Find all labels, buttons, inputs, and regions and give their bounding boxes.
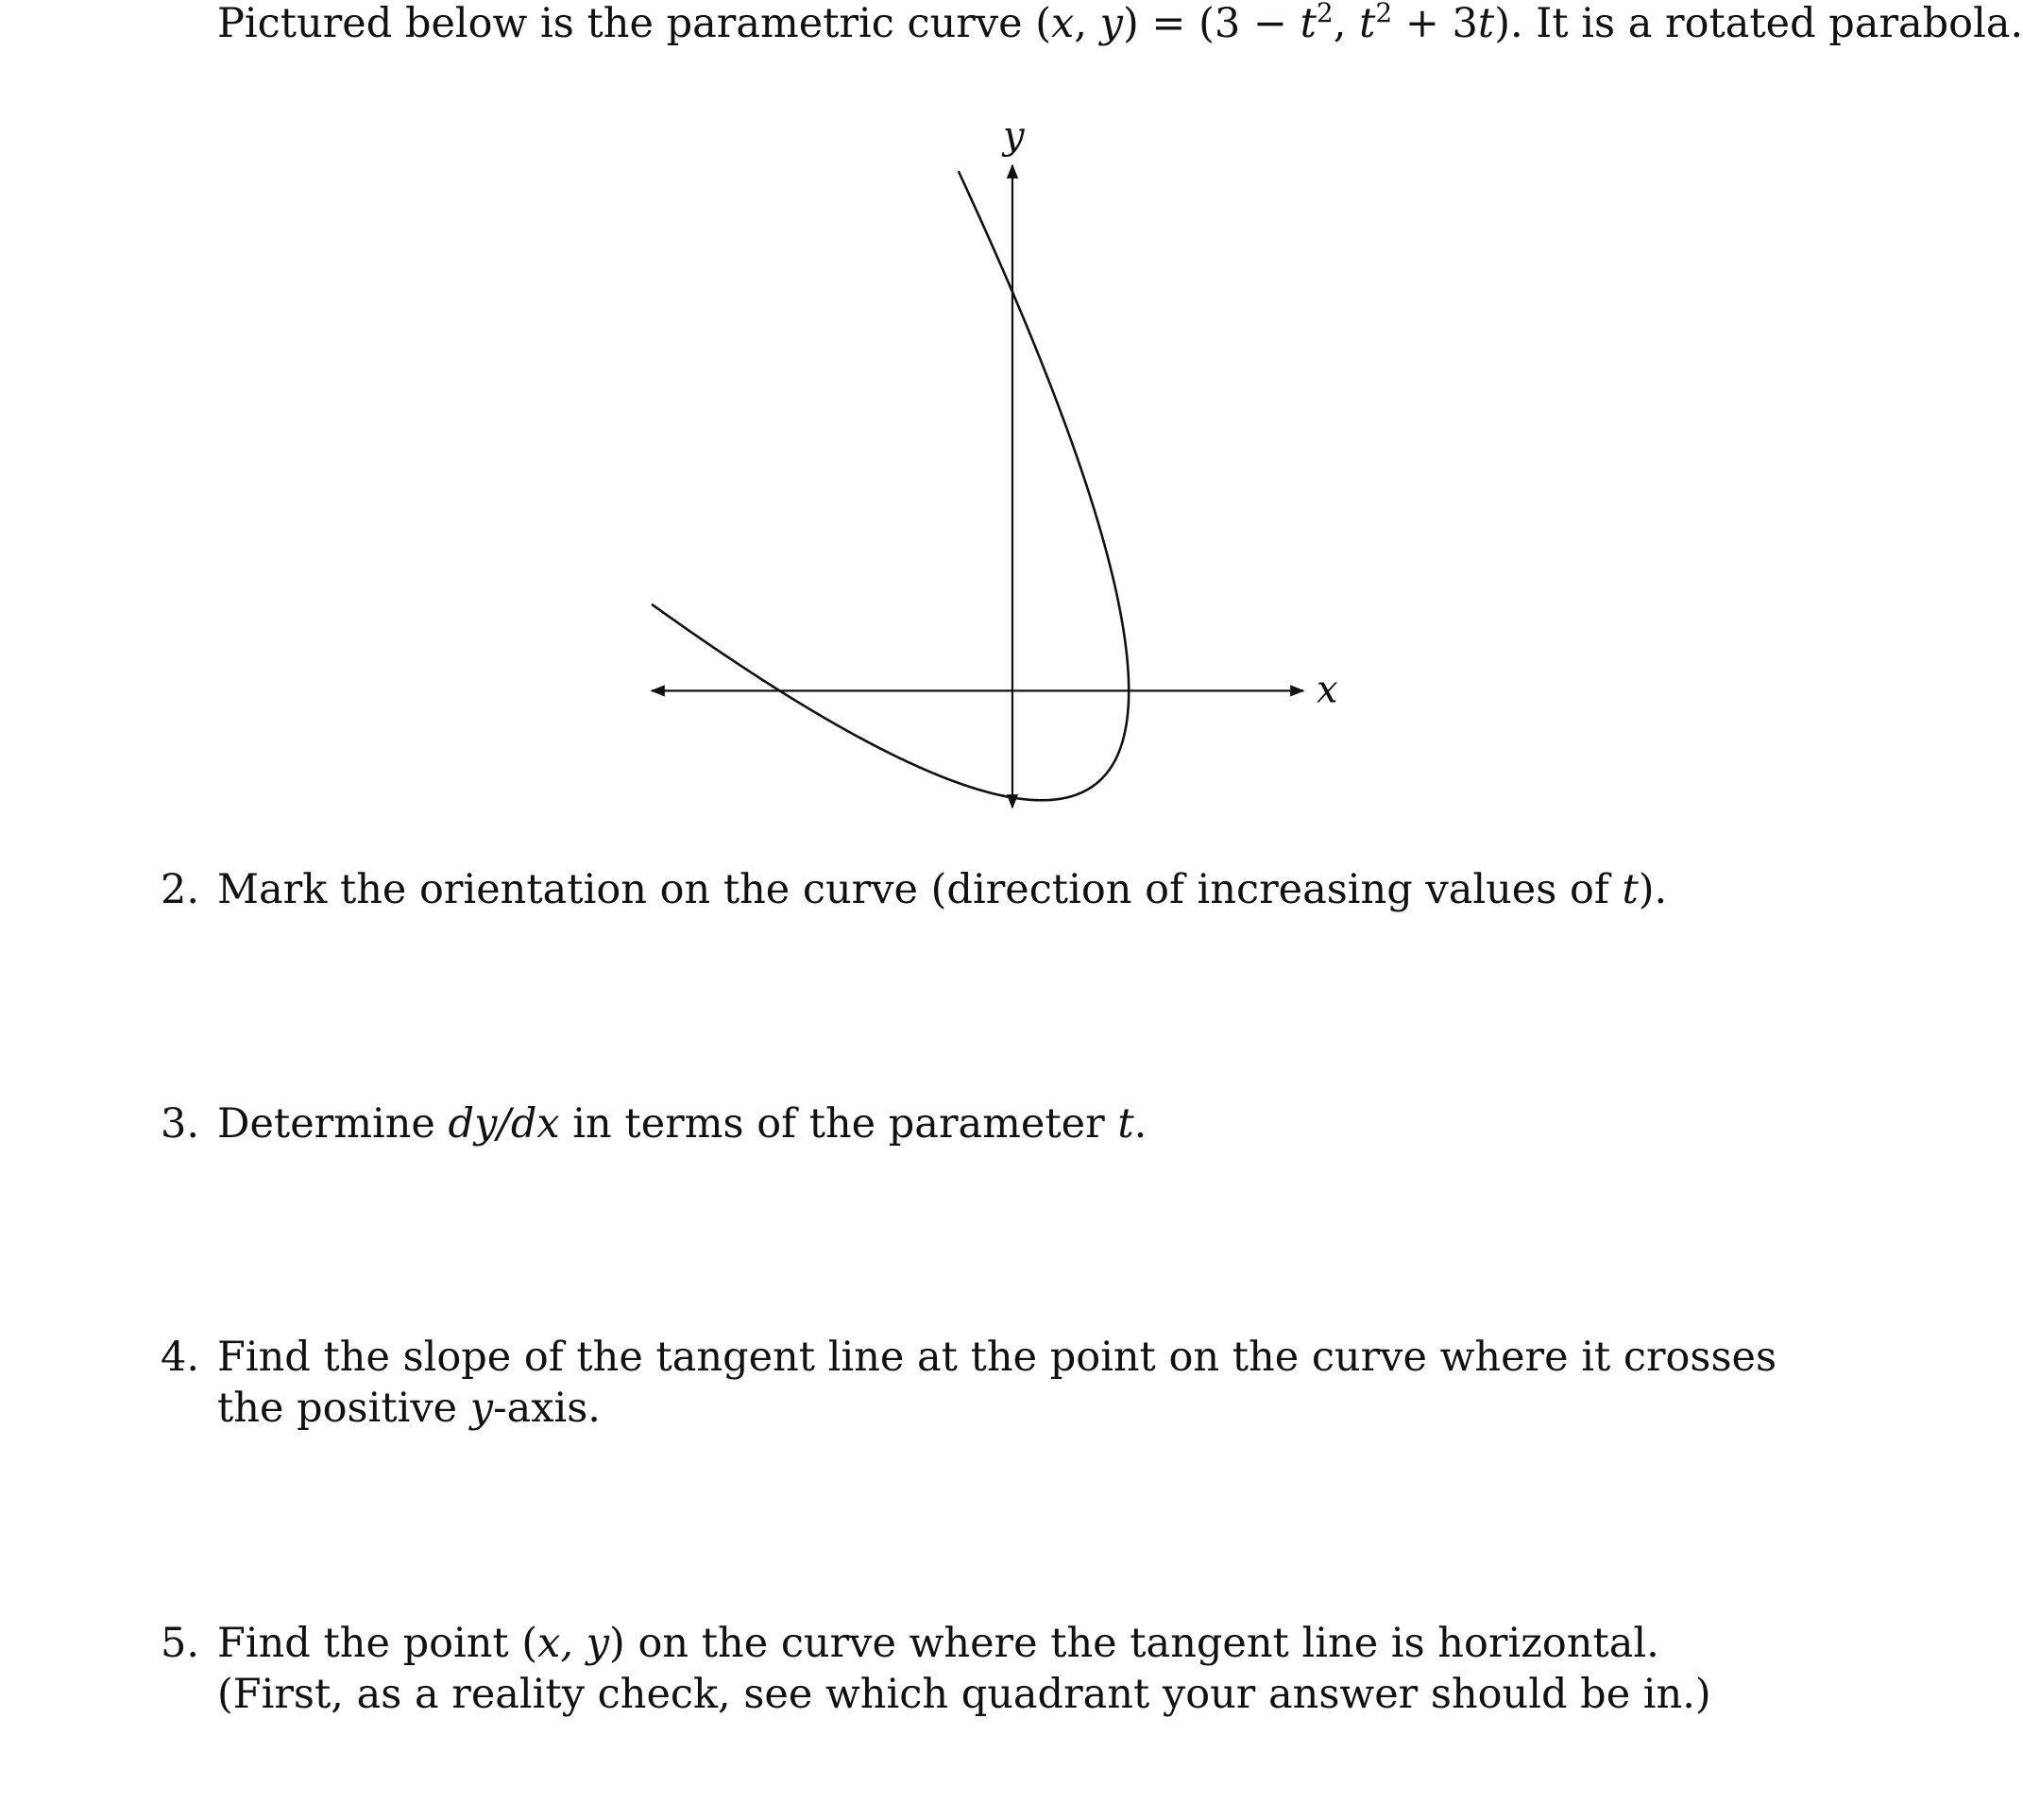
problem-item xyxy=(161,1098,1794,1149)
problem-text xyxy=(217,1332,1794,1434)
problem-number: 4. xyxy=(161,1334,200,1381)
intro-t1: t xyxy=(1300,0,1317,47)
intro-prefix: Pictured below is the parametric curve ( xyxy=(217,0,1052,47)
intro-x-var: x xyxy=(1051,0,1075,47)
problem-text-part: in terms of the parameter xyxy=(559,1100,1118,1148)
math-expression: x, y xyxy=(537,1620,610,1667)
problem-number: 2. xyxy=(161,866,200,913)
problem-text-part: -axis. xyxy=(493,1385,601,1432)
problem-item xyxy=(161,1332,1794,1434)
math-expression: t xyxy=(1622,866,1639,913)
problem-number: 3. xyxy=(161,1100,200,1148)
intro-exponent-1: 2 xyxy=(1316,0,1334,28)
problem-text-part: Determine xyxy=(217,1100,449,1148)
x-axis-label: x xyxy=(1317,668,1338,712)
intro-equals: ) = (3 − xyxy=(1122,0,1300,47)
intro-exponent-2: 2 xyxy=(1375,0,1393,28)
math-expression: t xyxy=(1117,1100,1134,1148)
intro-plus: + 3 xyxy=(1392,0,1478,47)
intro-t2: t xyxy=(1359,0,1376,47)
problem-text-part: . xyxy=(1133,1100,1148,1148)
problem-text-part: Mark the orientation on the curve (direction of increasing values of xyxy=(217,866,1623,913)
intro-suffix: ). It is a rotated parabola. xyxy=(1494,0,2023,47)
intro-comma: , xyxy=(1074,0,1100,47)
math-expression: y xyxy=(469,1385,494,1432)
parametric-curve-line xyxy=(652,171,1129,800)
problem-text-part: Find the slope of the tangent line at the point on the curve where it crosses the positive xyxy=(217,1334,1777,1432)
math-expression: dy/dx xyxy=(448,1100,560,1148)
problem-item xyxy=(161,1618,1794,1720)
problem-text xyxy=(217,1098,1794,1149)
y-axis-label: y xyxy=(1002,114,1025,158)
intro-statement xyxy=(217,0,2023,47)
problem-text-part: Find the point ( xyxy=(217,1620,538,1667)
problem-item xyxy=(161,864,1794,915)
problem-number: 5. xyxy=(161,1620,200,1667)
problem-text-part: ) on the curve where the tangent line is horizontal. (First, as a reality check, see which quadrant your answer should be in.) xyxy=(217,1620,1711,1718)
problem-text xyxy=(217,1618,1794,1720)
problem-text-part: ). xyxy=(1638,866,1668,913)
intro-t3: t xyxy=(1477,0,1495,47)
intro-comma-2: , xyxy=(1333,0,1360,47)
parametric-curve-graph xyxy=(623,109,1360,826)
problem-text xyxy=(217,864,1794,915)
intro-y-var: y xyxy=(1099,0,1123,47)
